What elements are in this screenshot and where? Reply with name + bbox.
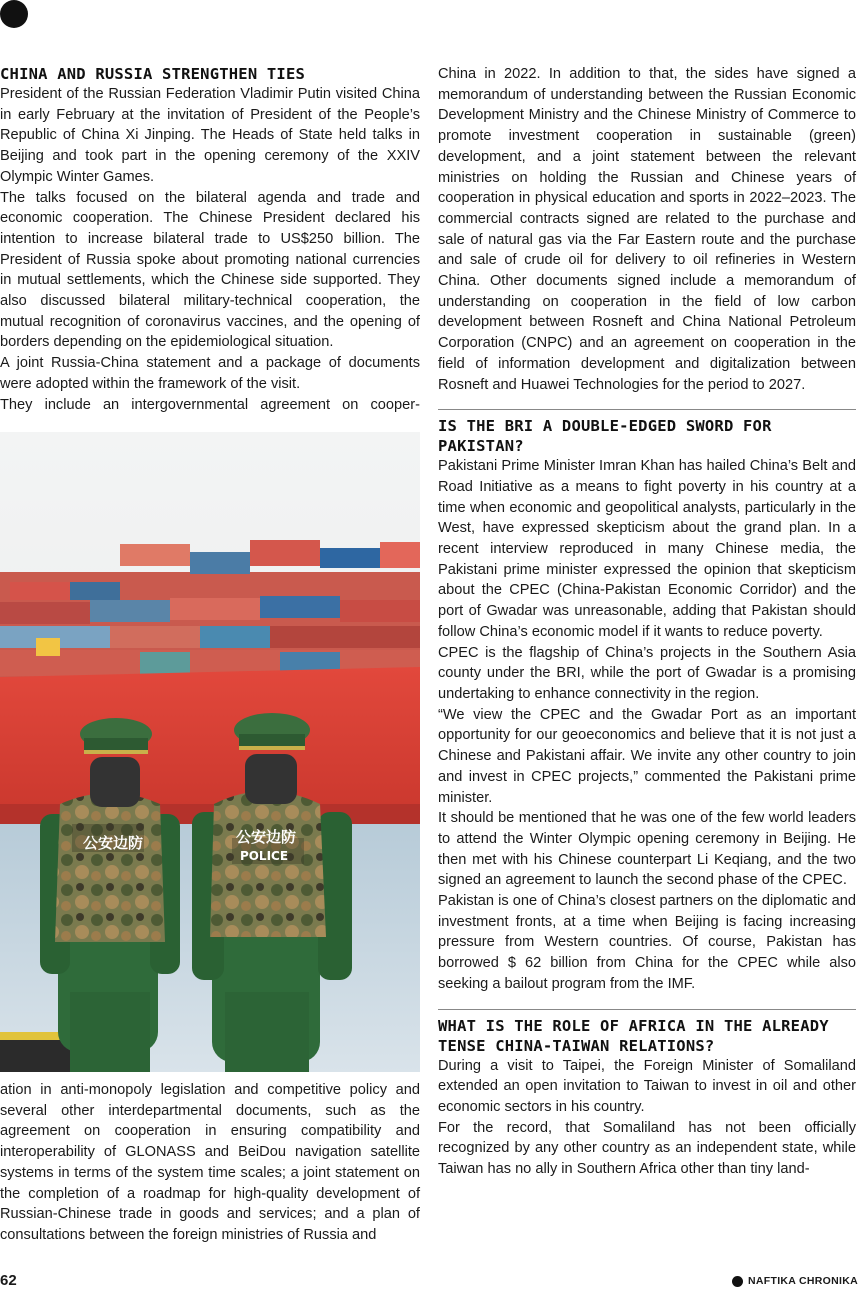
paragraph: For the record, that Somaliland has not been officially recognized by any other country as an independent state, while Taiwan has no ally in Southern Africa other than tiny land-	[438, 1119, 856, 1178]
publication-logo-icon	[0, 0, 28, 28]
paragraph: President of the Russian Federation Vladimir Putin visited China in early February at the invitation of President of the People’s Republic of China Xi Jinping. The Heads of State held talks in Beijing and took part in the opening ceremony of the XXIV Olympic Winter Games.	[0, 86, 420, 185]
article-china-russia-continued	[0, 1080, 420, 1246]
paragraph: They include an intergovernmental agreement on cooper-	[0, 396, 420, 413]
paragraph: The talks focused on the bilateral agenda and trade and economic cooperation. The Chinese President declared his intention to increase bilateral trade to US$250 billion. The President of Russia spoke about promoting national currencies in mutual settlements, which the Chinese side supported. They also discussed bilateral military-technical cooperation, the mutual recognition of coronavirus vaccines, and the opening of borders depending on the epidemiological situation.	[0, 189, 420, 351]
heading-bri-pakistan: IS THE BRI A DOUBLE-EDGED SWORD FOR PAKISTAN?	[438, 417, 772, 456]
article-china-russia	[0, 64, 420, 415]
paragraph: Pakistani Prime Minister Imran Khan has hailed China’s Belt and Road Initiative as a means to fight poverty in his country at a time when economic and geopolitical analysts, particularly in the West, have expressed skepticism about the grand plan. In a recent interview reproduced in many Chinese media, the Pakistani prime minister expressed the opinion that skepticism about the CPEC (China-Pakistan Economic Corridor) and the port of Gwadar was unreasonable, adding that Pakistan should follow China’s economic model if it wants to reduce poverty.	[438, 458, 856, 640]
paragraph: China in 2022. In addition to that, the sides have signed a memorandum of understanding between the Russian Economic Development Ministry and the Chinese Ministry of Commerce to promote investment cooperation in sustainable (green) development, and a joint statement between the relevant ministries on holding the Russian and Chinese years of cooperation in physical education and sports in 2022–2023. The commercial contracts signed are related to the purchase and sale of natural gas via the Far Eastern route and the purchase and sale of crude oil for delivery to oil refineries in Western China. Other documents signed include a memorandum of understanding on cooperation in the field of low carbon development between Rosneft and China National Petroleum Corporation (CNPC) and an agreement on cooperation in the field of information development and digitalization between Rosneft and Huawei Technologies for the period to 2027.	[438, 66, 856, 393]
paragraph: It should be mentioned that he was one of the few world leaders to attend the Winter Olympic opening ceremony in Beijing. He then met with his Chinese counterpart Li Keqiang, and the two signed an agreement to launch the second phase of the CPEC.	[438, 810, 856, 889]
vest-text-left: 公安边防	[82, 834, 144, 852]
ship-hull	[0, 667, 420, 824]
photo-border-police-cargo-ship	[0, 432, 420, 1072]
heading-china-russia: CHINA AND RUSSIA STRENGTHEN TIES	[0, 65, 306, 83]
paragraph: “We view the CPEC and the Gwadar Port as an important opportunity for our geoeconomics and believe that it is not just a Chinese and Pakistani affair. We invite any other country to join and invest in CPEC projects,” commented the Pakistani prime minister.	[438, 706, 856, 806]
paragraph: CPEC is the flagship of China’s projects in the Southern Asia county under the BRI, while the port of Gwadar is a promising undertaking to enhance connectivity in the region.	[438, 644, 856, 702]
publication-name: NAFTIKA CHRONIKA	[748, 1275, 858, 1287]
section-divider	[438, 409, 856, 410]
vest-police-text: POLICE	[239, 849, 289, 863]
right-column	[438, 64, 856, 1180]
paragraph: A joint Russia-China statement and a package of documents were adopted within the framework of the visit.	[0, 355, 420, 392]
heading-africa-china-taiwan: WHAT IS THE ROLE OF AFRICA IN THE ALREADY TENSE CHINA-TAIWAN RELATIONS?	[438, 1016, 829, 1055]
paragraph: Pakistan is one of China’s closest partners on the diplomatic and investment fronts, at a time when Beijing is facing increasing pressure from Western countries. Of course, Pakistan has borrowed $ 62 billion from China for the CPEC while also seeking a bailout program from the IMF.	[438, 893, 856, 992]
paragraph: During a visit to Taipei, the Foreign Minister of Somaliland extended an open invitation to Taiwan to invest in oil and other economic sectors in his country.	[438, 1057, 856, 1115]
section-divider	[438, 1009, 856, 1010]
brand-logo-icon	[732, 1276, 743, 1287]
vest-text-right: 公安边防	[235, 828, 297, 846]
paragraph: ation in anti-monopoly legislation and competitive policy and several other interdepartmental documents, such as the agreement on cooperation in ensuring compatibility and interoperability of GLONASS and BeiDou navigation satellite systems in terms of the system time scales; a joint statement on the completion of a roadmap for high-quality development of Russian-Chinese trade in goods and services; and a plan of consultations between the foreign ministries of Russia and	[0, 1082, 420, 1243]
publication-footer	[732, 1275, 858, 1287]
page-number: 62	[0, 1272, 17, 1289]
